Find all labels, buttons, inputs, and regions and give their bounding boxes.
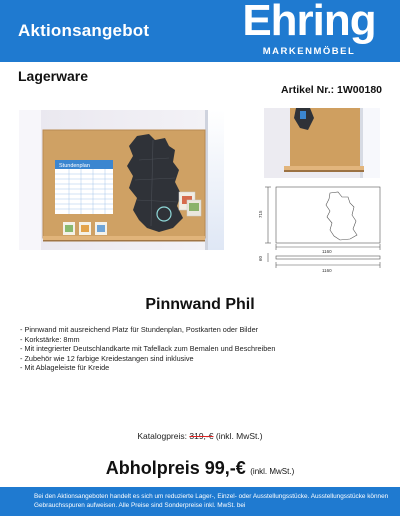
- footer-text: Bei den Aktionsangeboten handelt es sich um reduzierte Lager-, Einzel- oder Ausstellungsstücke. Ausstellungsstücke können Gebrauchsspuren aufweisen. Alle Preise sind Sonderpreise inkl. MwSt. bei: [34, 493, 389, 509]
- feature-list: [20, 325, 390, 373]
- catalog-price-old: 319,-€: [189, 431, 214, 441]
- dim-width-top: 1160: [322, 249, 332, 254]
- header-title: Aktionsangebot: [18, 21, 150, 40]
- pickup-price: [0, 458, 400, 479]
- catalog-price-label: Katalogpreis:: [137, 431, 187, 441]
- pickup-price-suffix: (inkl. MwSt.): [250, 467, 295, 476]
- feature-item: - Mit integrierter Deutschlandkarte mit Tafellack zum Bemalen und Beschreiben: [20, 344, 276, 353]
- feature-item: - Mit Ablageleiste für Kreide: [20, 363, 110, 372]
- product-title: Pinnwand Phil: [145, 296, 255, 313]
- dim-shelf: 60: [258, 255, 263, 261]
- article-number: Artikel Nr.: 1W00180: [281, 84, 382, 96]
- feature-item: - Zubehör wie 12 farbige Kreidestangen sind inklusive: [20, 353, 194, 363]
- detail-photo: [264, 108, 380, 178]
- section-label: Lagerware: [18, 68, 89, 84]
- product-photo-illustration: [19, 110, 224, 250]
- dim-width-bottom: 1160: [322, 268, 332, 273]
- pickup-price-value: Abholpreis 99,-€: [105, 458, 246, 478]
- feature-item: - Pinnwand mit ausreichend Platz für Stundenplan, Postkarten oder Bilder: [20, 325, 259, 334]
- technical-drawing-illustration: [250, 183, 385, 275]
- catalog-price: [0, 431, 400, 441]
- header-bar: [0, 0, 400, 62]
- logo-wordmark: Ehring: [242, 0, 376, 45]
- detail-photo-illustration: [264, 108, 380, 178]
- dim-height: 715: [258, 210, 263, 218]
- technical-drawing: [250, 183, 385, 275]
- catalog-price-suffix: (inkl. MwSt.): [215, 431, 263, 441]
- logo-subtitle: MARKENMÖBEL: [262, 46, 356, 57]
- schedule-heading: Stundenplan: [59, 163, 90, 169]
- feature-item: - Korkstärke: 8mm: [20, 334, 80, 344]
- product-photo: [19, 110, 224, 250]
- footer-bar: [0, 487, 400, 516]
- ehring-logo[interactable]: [234, 2, 384, 60]
